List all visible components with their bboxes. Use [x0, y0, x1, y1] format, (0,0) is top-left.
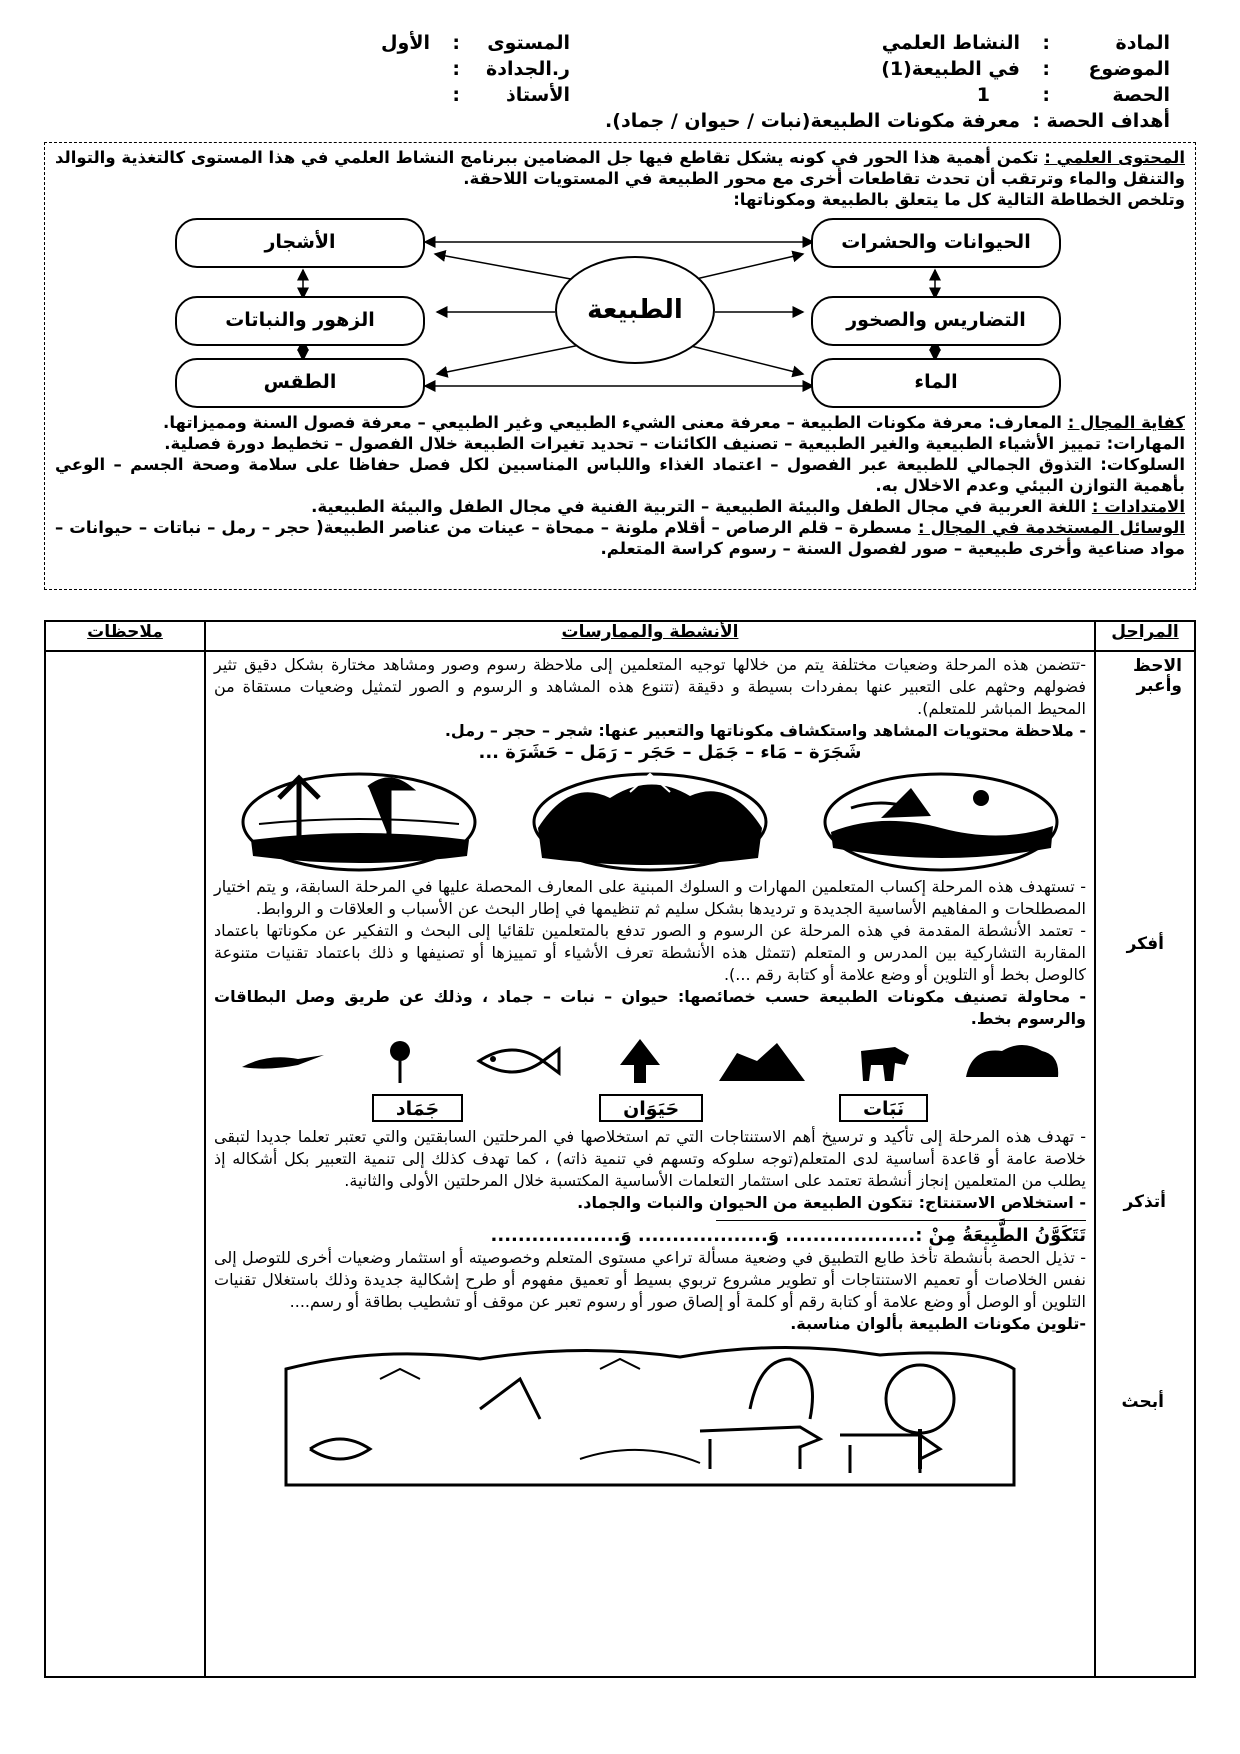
- scientific-content-text: تكمن أهمية هذا الحور في كونه يشكل تقاطع فيها جل المضامين ببرنامج النشاط العلمي في هذا المستوى كالتغذية والتوالد والتنقل والماء وترتقب أن تحدث تقاطعات أخرى مع محور الطبيعة في المستويات اللاحقة.: [55, 148, 1185, 188]
- lesson-header: [60, 28, 1170, 140]
- colon: :: [452, 84, 460, 106]
- materials-label: الوسائل المستخدمة في المجال :: [918, 518, 1186, 537]
- node-nature-center: الطبيعة: [555, 256, 715, 364]
- card-inanimate: جَمَاد: [372, 1094, 463, 1122]
- colon: :: [1042, 58, 1050, 80]
- bush-image: [962, 1037, 1062, 1085]
- node-water: الماء: [811, 358, 1061, 408]
- node-weather: الطقس: [175, 358, 425, 408]
- level-label: المستوى: [487, 32, 570, 54]
- topic-value: في الطبيعة(1): [881, 58, 1020, 80]
- landscape-island-image: [821, 768, 1061, 872]
- flower-image: [375, 1037, 425, 1085]
- scientific-content-paragraph: [55, 147, 1185, 189]
- header-steps: المراحل: [1095, 621, 1195, 651]
- colon: :: [1042, 32, 1050, 54]
- step-research: أبحث: [1121, 1392, 1164, 1412]
- observe-task: - ملاحظة محتويات المشاهد واستكشاف مكوناتها والتعبير عنها: شجر – حجر – رمل.: [444, 721, 1086, 740]
- classification-pictures: [214, 1032, 1086, 1090]
- level-value: الأول: [381, 32, 430, 54]
- landscape-pictures: [214, 766, 1086, 874]
- extensions-text: اللغة العربية في مجال الطفل والبيئة الطبيعية – التربية الفنية في مجال الطفل والبيئة الطبيعية.: [311, 497, 1087, 516]
- node-animals-insects: الحيوانات والحشرات: [811, 218, 1061, 268]
- subject-label: المادة: [1115, 32, 1170, 54]
- research-task: -تلوين مكونات الطبيعة بألوان مناسبة.: [790, 1314, 1086, 1333]
- remember-conclusion: - استخلاص الاستنتاج: تتكون الطبيعة من الحيوان والنبات والجماد.: [577, 1193, 1086, 1212]
- node-terrain-rocks: التضاريس والصخور: [811, 296, 1061, 346]
- think-paragraph-1: - تستهدف هذه المرحلة إكساب المتعلمين المهارات و السلوك المبنية على المعارف المحصلة عليها في المرحلة السابقة، و يتم اختيار المصطلحات و المفاهيم الأساسية الجديدة و ترديدها بشكل سليم ثم تنظيمها في إطار البحث عن الأسباب و العلاقات و الروابط.: [214, 877, 1086, 918]
- tree-image: [610, 1037, 670, 1085]
- fill-in-sentence: تَتَكَوَّنُ الطَّبِيعَةُ مِنْ :................... وَ................... وَ...................: [490, 1225, 1086, 1246]
- school-label: ر.الجدادة: [486, 58, 570, 80]
- landscape-desert-image: [239, 768, 479, 872]
- competency-behaviors: السلوكات: التذوق الجمالي للطبيعة عبر الفصول – اعتماد الغذاء واللباس المناسبين لكل فصل حفاظا على سلامة وصحة الجسم – الوعي بأهمية التوازن البيئي وعدم الاخلال به.: [55, 455, 1185, 495]
- session-label: الحصة: [1112, 84, 1170, 106]
- card-animal: حَيَوَان: [599, 1094, 703, 1122]
- topic-label: الموضوع: [1088, 58, 1170, 80]
- header-activities: الأنشطة والممارسات: [205, 621, 1095, 651]
- remember-paragraph: - تهدف هذه المرحلة إلى تأكيد و ترسيخ أهم الاستنتاجات التي تم استخلاصها في المرحلتين السابقتين والتي تعتبر تعلما جديدا لتبقى خلاصة عامة أو قاعدة أساسية لدى المتعلم(توجه سلوكه وتسهم في تنمية ذاته) ، كما تهدف كذلك إلى تنمية التعبير بكل أشكاله إذ يطلب من المتعلمين إنجاز أنشطة تعتمد على استثمار التعلمات الأساسية المكتسبة خلال المرحلتين الأولى والثانية.: [214, 1127, 1086, 1190]
- scientific-content-label: المحتوى العلمي :: [1044, 148, 1185, 167]
- steps-column: [1095, 651, 1195, 1677]
- observe-words: شَجَرَة – مَاء – جَمَل – حَجَر – رَمَل – حَشَرَة ...: [478, 742, 862, 763]
- cow-image: [855, 1037, 915, 1085]
- classification-cards: [304, 1094, 996, 1122]
- session-value: 1: [976, 84, 990, 106]
- activities-column: [205, 651, 1095, 1677]
- step-think: أفكر: [1126, 934, 1164, 954]
- landscape-forest-image: [530, 768, 770, 872]
- fish-image: [473, 1037, 563, 1085]
- colon: :: [452, 32, 460, 54]
- colon: :: [452, 58, 460, 80]
- scientific-content-box: [44, 142, 1196, 590]
- competency-knowledge: [55, 412, 1185, 433]
- notes-column: [45, 651, 205, 1677]
- think-task: - محاولة تصنيف مكونات الطبيعة حسب خصائصها: حيوان – نبات – جماد ، وذلك عن طريق وصل البطاقات والرسوم بخط.: [214, 987, 1086, 1028]
- card-plant: نَبَات: [839, 1094, 928, 1122]
- materials: [55, 517, 1185, 559]
- observe-paragraph: -تتضمن هذه المرحلة وضعيات مختلفة يتم من خلالها توجيه المتعلمين إلى ملاحظة رسوم وصور ومشاهد مختارة بشكل دقيق تثير فضولهم وحثهم على التعبير عنها بمفردات بسيطة و دقيقة (تتنوع هذه المشاهد و الرسوم و الصور لتمثيل وضعيات مستقاة من المحيط المباشر للمتعلم).: [214, 655, 1086, 718]
- subject-value: النشاط العلمي: [881, 32, 1020, 54]
- teacher-label: الأستاذ: [506, 84, 570, 106]
- coloring-scene-image: [280, 1339, 1020, 1489]
- goals-label: أهداف الحصة :: [1032, 110, 1170, 132]
- mountain-image: [717, 1037, 807, 1085]
- node-trees: الأشجار: [175, 218, 425, 268]
- materials-text: مسطرة – قلم الرصاص – أقلام ملونة – ممحاة – عينات من عناصر الطبيعة( حجر – رمل – نباتات – حيوانات – مواد صناعية وأخرى طبيعية – صور لفصول السنة – رسوم كراسة المتعلم.: [55, 518, 1185, 558]
- step-observe: الاحظ وأعبر: [1133, 656, 1182, 696]
- think-paragraph-2: - تعتمد الأنشطة المقدمة في هذه المرحلة عن الرسوم و الصور تدفع بالمتعلمين تلقائيا إلى البحث و التفكير عن مكوناتها باعتماد المقاربة التشاركية بين المدرس و المتعلم (تتمثل هذه الأنشطة تعرف الأشياء أو تمييزها أو تصنيفها و ذلك باعتماد تقنيات متنوعة كالوصل بخط أو التلوين أو وضع علامة أو كتابة رقم ...).: [214, 921, 1086, 984]
- colon: :: [1042, 84, 1050, 106]
- node-flowers-plants: الزهور والنباتات: [175, 296, 425, 346]
- diagram-intro: وتلخص الخطاطة التالية كل ما يتعلق بالطبيعة ومكوناتها:: [733, 190, 1185, 209]
- header-notes: ملاحظات: [45, 621, 205, 651]
- competency-skills: المهارات: تمييز الأشياء الطبيعية والغير الطبيعية – تصنيف الكائنات – تحديد تغيرات الطبيعة خلال الفصول – تخطيط دورة فصلية.: [164, 434, 1185, 453]
- competency-label: كفاية المجال :: [1067, 413, 1185, 432]
- step-remember: أتذكر: [1123, 1192, 1166, 1212]
- activities-table: [44, 620, 1196, 1678]
- extensions-label: الامتدادات :: [1091, 497, 1185, 516]
- extensions: [55, 496, 1185, 517]
- nature-diagram: [55, 212, 1185, 408]
- knowledge-text: المعارف: معرفة مكونات الطبيعة – معرفة معنى الشيء الطبيعي وغير الطبيعي – معرفة فصول السنة ومميزاتها.: [163, 413, 1062, 432]
- lizard-image: [238, 1037, 328, 1085]
- goals-value: معرفة مكونات الطبيعة(نبات / حيوان / جماد).: [605, 110, 1020, 132]
- divider-line: [716, 1220, 1086, 1221]
- research-paragraph: - تذيل الحصة بأنشطة تأخذ طابع التطبيق في وضعية مسألة تراعي مستوى المتعلم وخصوصيته أو استثمار وضعيات أخرى للتوصل إلى نفس الخلاصات أو تعميم الاستنتاجات أو تطوير مشروع تربوي بسيط أو تعميق مفهوم أو طرح إشكالية جديدة وذلك باستغلال تقنيات التلوين أو الوصل أو وضع علامة أو كتابة رقم أو كلمة أو إلصاق صور أو رسوم تعبر عن موقف أو تشطيب بطاقة أو رسم....: [214, 1248, 1086, 1311]
